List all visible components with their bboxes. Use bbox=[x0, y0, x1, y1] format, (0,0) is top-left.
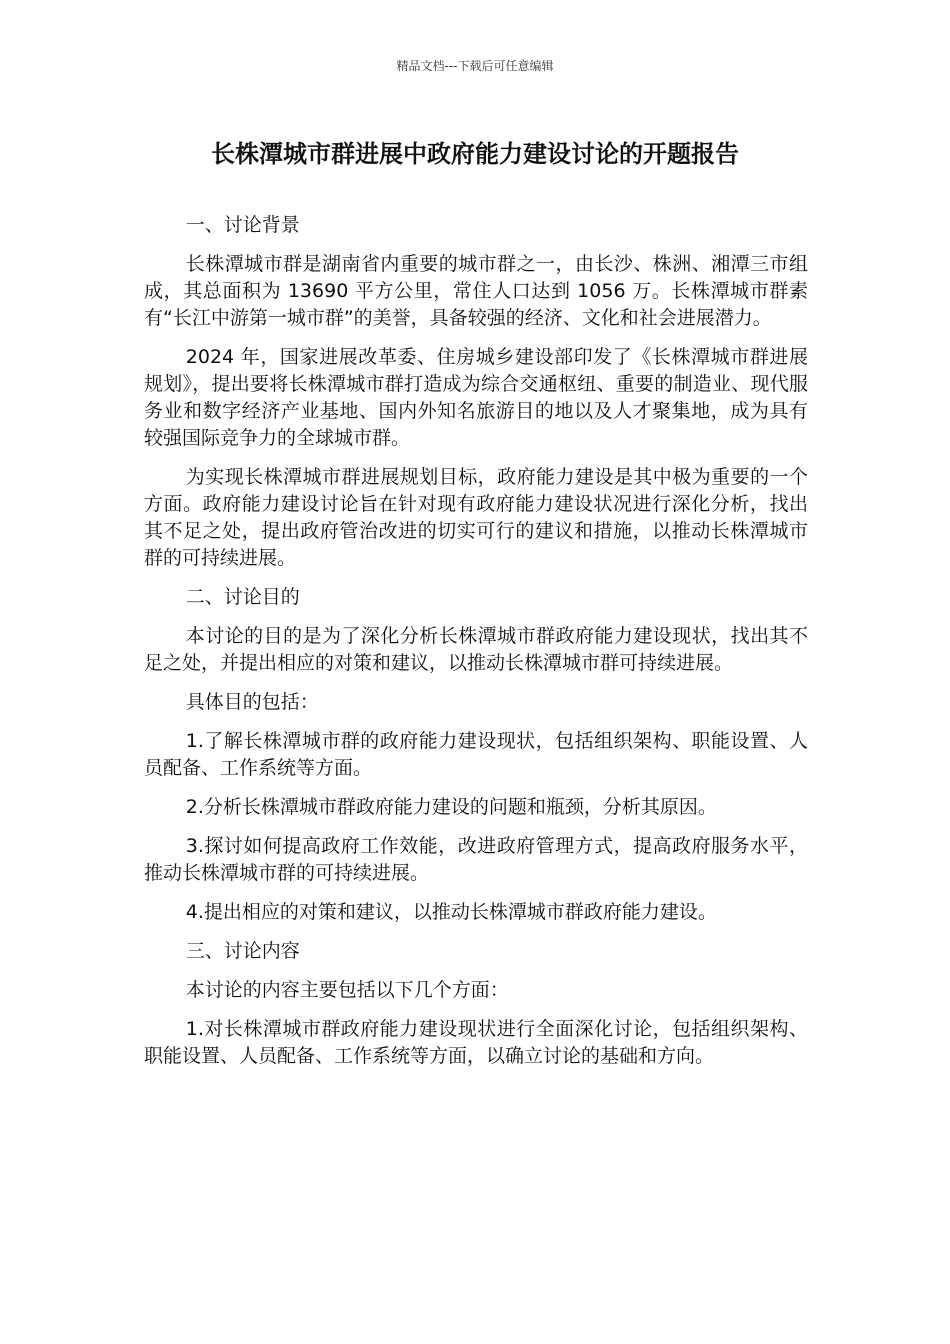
list-item: 1.了解长株潭城市群的政府能力建设现状，包括组织架构、职能设置、人员配备、工作系统等方面。 bbox=[144, 730, 808, 779]
section-purpose bbox=[144, 584, 808, 926]
section-background bbox=[144, 212, 808, 572]
list-item: 1.对长株潭城市群政府能力建设现状进行全面深化讨论，包括组织架构、职能设置、人员配备、工作系统等方面，以确立讨论的基础和方向。 bbox=[144, 1018, 808, 1067]
paragraph: 长株潭城市群是湖南省内重要的城市群之一，由长沙、株洲、湘潭三市组成，其总面积为 13690 平方公里，常住人口达到 1056 万。长株潭城市群素有“长江中游第一城市群”的美誉，具备较强的经济、文化和社会进展潜力。 bbox=[144, 253, 808, 329]
paragraph: 本讨论的目的是为了深化分析长株潭城市群政府能力建设现状，找出其不足之处，并提出相应的对策和建议，以推动长株潭城市群可持续进展。 bbox=[144, 625, 808, 674]
section-heading: 三、讨论内容 bbox=[185, 940, 300, 962]
list-item: 2.分析长株潭城市群政府能力建设的问题和瓶颈，分析其原因。 bbox=[185, 796, 717, 818]
paragraph: 2024 年，国家进展改革委、住房城乡建设部印发了《长株潭城市群进展规划》，提出要将长株潭城市群打造成为综合交通枢纽、重要的制造业、现代服务业和数字经济产业基地、国内外知名旅游目的地以及人才聚集地，成为具有较强国际竞争力的全球城市群。 bbox=[144, 346, 808, 449]
paragraph: 本讨论的内容主要包括以下几个方面： bbox=[185, 979, 509, 1001]
paragraph: 为实现长株潭城市群进展规划目标，政府能力建设是其中极为重要的一个方面。政府能力建设讨论旨在针对现有政府能力建设状况进行深化分析，找出其不足之处，提出政府管治改进的切实可行的建议和措施，以推动长株潭城市群的可持续进展。 bbox=[144, 466, 808, 569]
section-heading: 二、讨论目的 bbox=[185, 586, 300, 608]
section-heading: 一、讨论背景 bbox=[185, 214, 300, 236]
section-content bbox=[144, 938, 808, 1070]
list-item: 4.提出相应的对策和建议，以推动长株潭城市群政府能力建设。 bbox=[185, 901, 717, 923]
page-header: 精品文档---下载后可任意编辑 bbox=[396, 59, 554, 73]
list-item: 3.探讨如何提高政府工作效能，改进政府管理方式，提高政府服务水平，推动长株潭城市群的可持续进展。 bbox=[144, 835, 808, 884]
document-title: 长株潭城市群进展中政府能力建设讨论的开题报告 bbox=[211, 140, 739, 168]
document-body bbox=[144, 212, 808, 1082]
paragraph: 具体目的包括： bbox=[185, 691, 319, 713]
